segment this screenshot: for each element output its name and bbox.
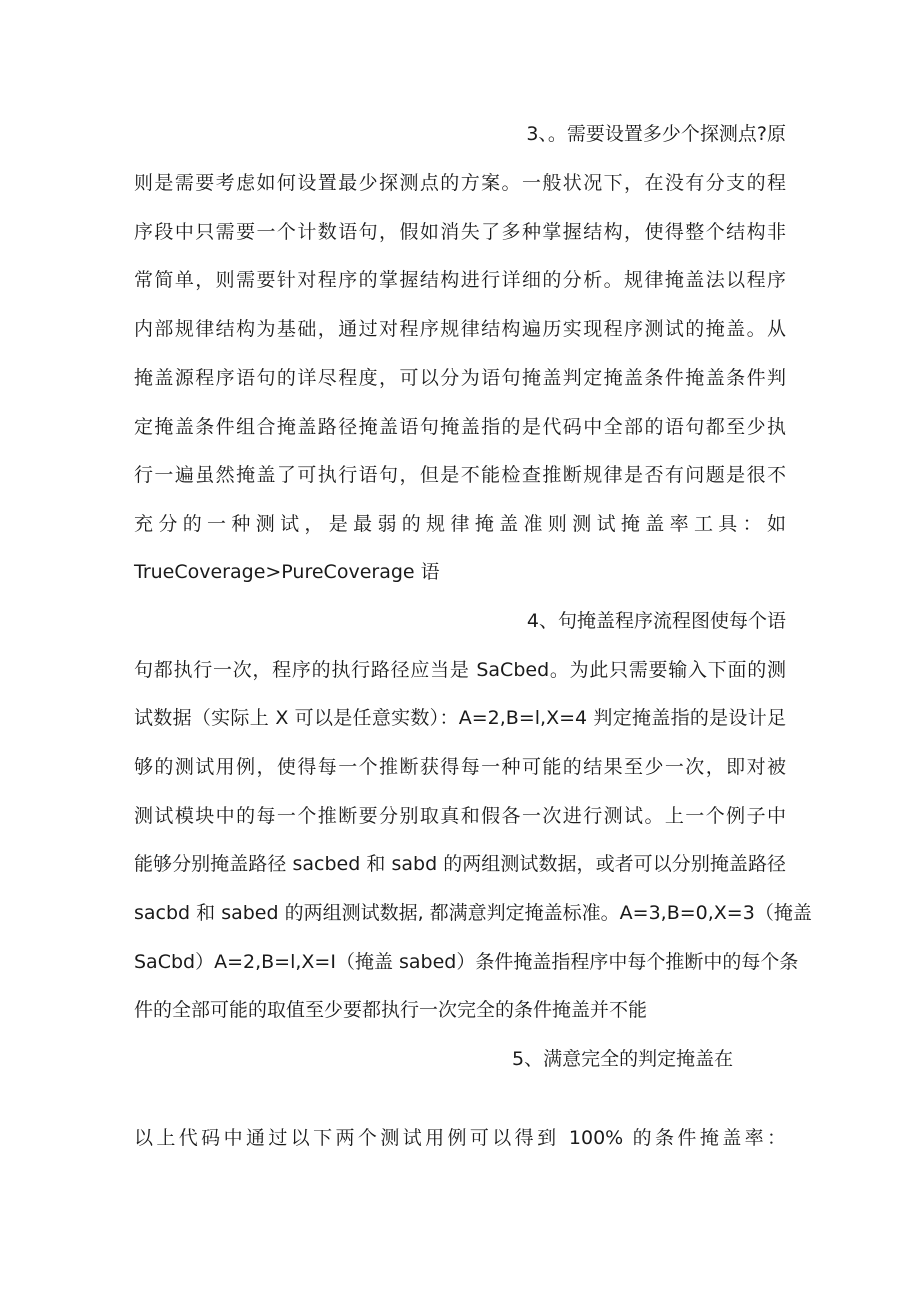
paragraph-line: 行一遍虽然掩盖了可执行语句，但是不能检查推断规律是否有问题是很不 xyxy=(134,464,786,486)
paragraph-line: sacbd 和 sabed 的两组测试数据, 都满意判定掩盖标准。A=3,B=0,X=3（掩盖 xyxy=(134,902,812,924)
paragraph-line: 序段中只需要一个计数语句，假如消失了多种掌握结构，使得整个结构非 xyxy=(134,221,786,243)
paragraph-line: 够的测试用例，使得每一个推断获得每一种可能的结果至少一次，即对被 xyxy=(134,756,786,778)
paragraph-line: TrueCoverage>PureCoverage 语 xyxy=(134,561,440,583)
section-5-heading: 5、满意完全的判定掩盖在 xyxy=(512,1048,734,1070)
paragraph-line: 充分的一种测试，是最弱的规律掩盖准则测试掩盖率工具：如 xyxy=(134,513,786,535)
paragraph-line: 测试模块中的每一个推断要分别取真和假各一次进行测试。上一个例子中 xyxy=(134,805,786,827)
paragraph-line: 定掩盖条件组合掩盖路径掩盖语句掩盖指的是代码中全部的语句都至少执 xyxy=(134,416,786,438)
paragraph-line: 件的全部可能的取值至少要都执行一次完全的条件掩盖并不能 xyxy=(134,999,648,1021)
paragraph-line: 常简单，则需要针对程序的掌握结构进行详细的分析。规律掩盖法以程序 xyxy=(134,269,786,291)
section-3-heading: 3、。需要设置多少个探测点?原 xyxy=(526,123,786,145)
paragraph-line: 则是需要考虑如何设置最少探测点的方案。一般状况下，在没有分支的程 xyxy=(134,172,786,194)
paragraph-line: 能够分别掩盖路径 sacbed 和 sabd 的两组测试数据，或者可以分别掩盖路径 xyxy=(134,853,786,875)
paragraph-line: 句都执行一次，程序的执行路径应当是 SaCbed。为此只需要输入下面的测 xyxy=(134,659,786,681)
paragraph-line: 掩盖源程序语句的详尽程度，可以分为语句掩盖判定掩盖条件掩盖条件判 xyxy=(134,367,786,389)
paragraph-line: SaCbd）A=2,B=l,X=I（掩盖 sabed）条件掩盖指程序中每个推断中的每个条 xyxy=(134,951,799,973)
paragraph-line: 内部规律结构为基础，通过对程序规律结构遍历实现程序测试的掩盖。从 xyxy=(134,318,786,340)
paragraph-line: 以上代码中通过以下两个测试用例可以得到 100% 的条件掩盖率： xyxy=(134,1127,786,1149)
section-4-heading: 4、句掩盖程序流程图使每个语 xyxy=(526,610,786,632)
paragraph-line: 试数据（实际上 X 可以是任意实数）：A=2,B=l,X=4 判定掩盖指的是设计足 xyxy=(134,707,786,729)
